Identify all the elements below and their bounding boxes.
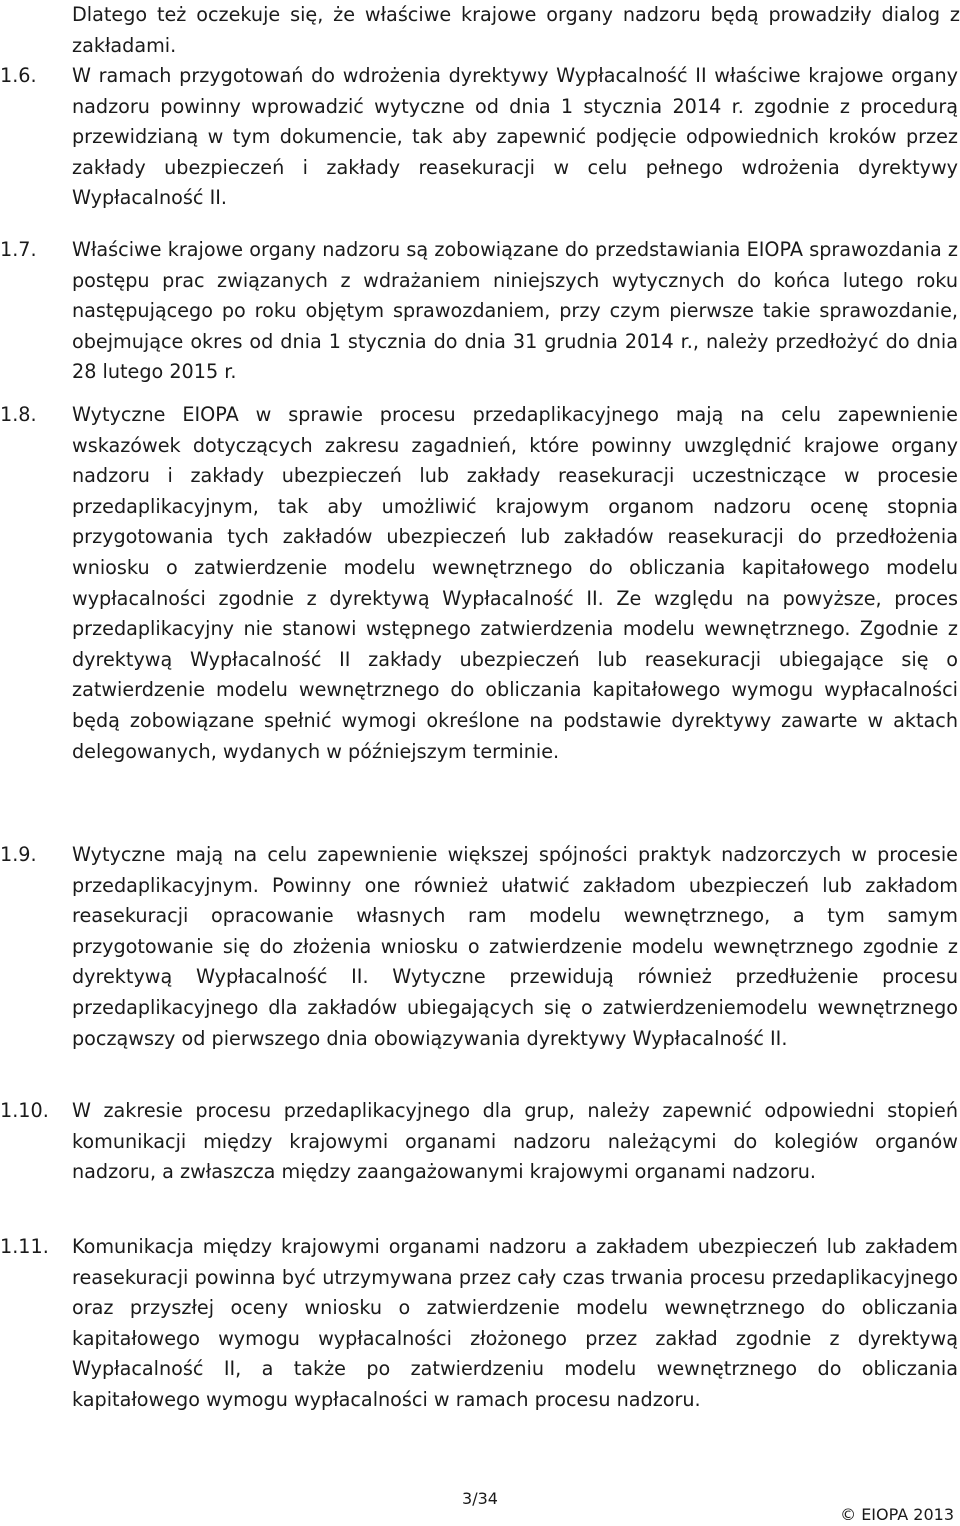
paragraph-text: Właściwe krajowe organy nadzoru są zobowiązane do przedstawiania EIOPA sprawozdania z postępu prac związanych z wdrażaniem niniejszych wytycznych do końca lutego roku następującego po roku objętym sprawozdaniem, przy czym pierwsze takie sprawozdanie, obejmujące okres od dnia 1 stycznia do dnia 31 grudnia 2014 r., należy przedłożyć do dnia 28 lutego 2015 r.: [72, 238, 958, 384]
paragraph-number: 1.7.: [0, 238, 37, 261]
paragraph-number: 1.11.: [0, 1235, 49, 1258]
paragraph-text: Wytyczne EIOPA w sprawie procesu przedaplikacyjnego mają na celu zapewnienie wskazówek dotyczących zakresu zagadnień, które powinny uwzględnić krajowe organy nadzoru i zakłady ubezpieczeń lub zakłady reasekuracji uczestniczące w procesie przedaplikacyjnym, tak aby umożliwić krajowym organom nadzoru ocenę stopnia przygotowania tych zakładów ubezpieczeń lub zakładów reasekuracji do przedłożenia wniosku o zatwierdzenie modelu wewnętrznego do obliczania kapitałowego modelu wypłacalności zgodnie z dyrektywą Wypłacalność II. Ze względu na powyższe, proces przedaplikacyjny nie stanowi wstępnego zatwierdzenia modelu wewnętrznego. Zgodnie z dyrektywą Wypłacalność II zakłady ubezpieczeń lub reasekuracji ubiegające się o zatwierdzenie modelu wewnętrznego do obliczania kapitałowego wymogu wypłacalności będą zobowiązane spełnić wymogi określone na podstawie dyrektywy zawarte w aktach delegowanych, wydanych w późniejszym terminie.: [72, 403, 958, 763]
paragraph-text: Wytyczne mają na celu zapewnienie większej spójności praktyk nadzorczych w procesie przedaplikacyjnym. Powinny one również ułatwić zakładom ubezpieczeń lub zakładom reasekuracji opracowanie własnych ram modelu wewnętrznego, a tym samym przygotowanie się do złożenia wniosku o zatwierdzenie modelu wewnętrznego zgodnie z dyrektywą Wypłacalność II. Wytyczne przewidują również przedłużenie procesu przedaplikacyjnego dla zakładów ubiegających się o zatwierdzeniemodelu wewnętrznego począwszy od pierwszego dnia obowiązywania dyrektywy Wypłacalność II.: [72, 843, 958, 1050]
paragraph-text: W zakresie procesu przedaplikacyjnego dla grup, należy zapewnić odpowiedni stopień komunikacji między krajowymi organami nadzoru należącymi do kolegiów organów nadzoru, a zwłaszcza między zaangażowanymi krajowymi organami nadzoru.: [72, 1099, 958, 1184]
paragraph-number: 1.10.: [0, 1099, 49, 1122]
paragraph-text: W ramach przygotowań do wdrożenia dyrektywy Wypłacalność II właściwe krajowe organy nadzoru powinny wprowadzić wytyczne od dnia 1 stycznia 2014 r. zgodnie z procedurą przewidzianą w tym dokumencie, tak aby zapewnić podjęcie odpowiednich kroków przez zakłady ubezpieczeń i zakłady reasekuracji w celu pełnego wdrożenia dyrektywy Wypłacalność II.: [72, 64, 958, 210]
paragraph-text: Komunikacja między krajowymi organami nadzoru a zakładem ubezpieczeń lub zakładem reasekuracji powinna być utrzymywana przez cały czas trwania procesu przedaplikacyjnego oraz przyszłej oceny wniosku o zatwierdzenie modelu wewnętrznego do obliczania kapitałowego wymogu wypłacalności złożonego przez zakład zgodnie z dyrektywą Wypłacalność II, a także po zatwierdzeniu modelu wewnętrznego do obliczania kapitałowego wymogu wypłacalności w ramach procesu nadzoru.: [72, 1235, 958, 1411]
page-number: 3/34: [462, 1489, 498, 1508]
paragraph-number: 1.6.: [0, 64, 37, 87]
paragraph-number: 1.9.: [0, 843, 37, 866]
intro-paragraph: Dlatego też oczekuje się, że właściwe krajowe organy nadzoru będą prowadziły dialog z zakładami.: [72, 3, 960, 57]
paragraph-number: 1.8.: [0, 403, 37, 426]
copyright-notice: © EIOPA 2013: [840, 1505, 954, 1524]
